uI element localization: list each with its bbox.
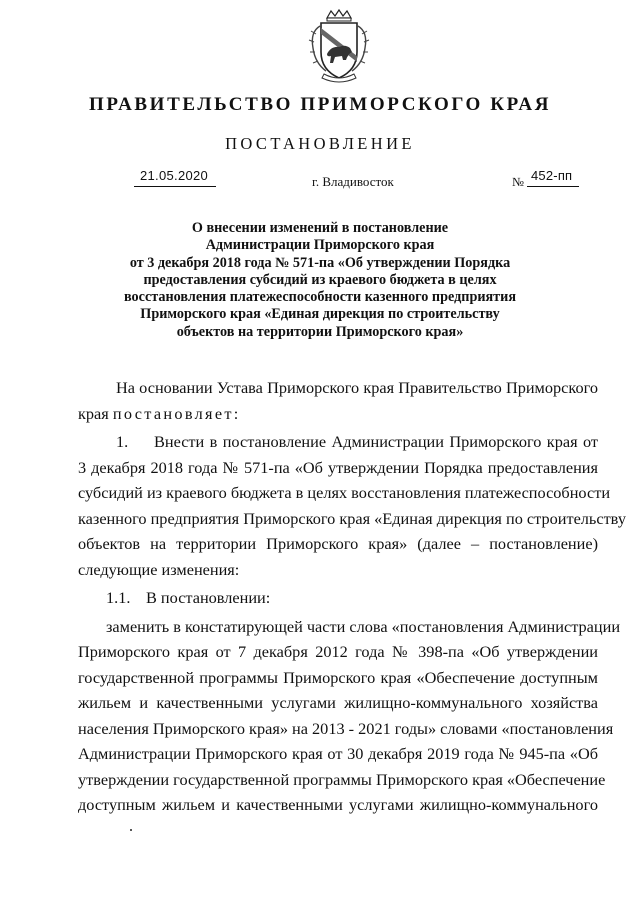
subject-line: предоставления субсидий из краевого бюджета в целях: [143, 271, 497, 288]
document-body: [78, 375, 626, 818]
subject-line: О внесении изменений в постановление: [191, 220, 449, 236]
paragraph-1-line: 3 декабря 2018 года № 571-па «Об утверждении Порядка предоставления: [78, 457, 598, 477]
paragraph-2-line: Приморского края от 7 декабря 2012 года № 398-па «Об утверждении: [78, 642, 598, 661]
paragraph-2-line: утверждении государственной программы Приморского края «Обеспечение: [78, 769, 606, 789]
paragraph-1-line: объектов на территории Приморского края» (далее – постановление): [78, 534, 598, 553]
document-type: ПОСТАНОВЛЕНИЕ: [225, 134, 415, 153]
government-title: ПРАВИТЕЛЬСТВО ПРИМОРСКОГО КРАЯ: [88, 94, 552, 115]
document-date: 21.05.2020: [140, 168, 209, 183]
number-underline: [527, 186, 579, 187]
intro-line: [78, 401, 598, 427]
paragraph-1-line: следующие изменения:: [78, 559, 240, 579]
paragraph-1-line: казенного предприятия Приморского края «Единая дирекция по строительству: [78, 508, 626, 528]
paragraph-2-line: заменить в констатирующей части слова «постановления Администрации: [106, 616, 621, 636]
subject-line: Приморского края «Единая дирекция по строительству: [140, 306, 500, 323]
coat-of-arms-emblem: [300, 8, 378, 86]
intro-line: На основании Устава Приморского края Правительство Приморского: [116, 378, 598, 397]
date-underline: [134, 186, 216, 187]
subject-line: от 3 декабря 2018 года № 571-па «Об утверждении Порядка: [129, 254, 511, 271]
page-mark: [130, 829, 132, 831]
number-prefix: №: [512, 175, 524, 189]
paragraph-1-line: 1. Внести в постановление Администрации Приморского края от: [78, 429, 598, 455]
paragraph-1-number: 1.: [116, 432, 129, 451]
paragraph-1-1-number: 1.1.: [106, 588, 131, 607]
paragraph-2-line: населения Приморского края» на 2013 - 2021 годы» словами «постановления: [78, 718, 614, 738]
document-number: 452-пп: [531, 168, 573, 183]
paragraph-1-line: субсидий из краевого бюджета в целях восстановления платежеспособности: [78, 483, 611, 502]
subject-line: Администрации Приморского края: [205, 237, 435, 254]
city: г. Владивосток: [312, 174, 394, 189]
paragraph-2-line: доступным жильем и качественными услугами жилищно-коммунального: [78, 795, 598, 814]
paragraph-2-line: Администрации Приморского края от 30 декабря 2019 года № 945-па «Об: [78, 744, 598, 763]
paragraph-2-line: жильем и качественными услугами жилищно-коммунального хозяйства: [78, 693, 598, 712]
resolves-word: постановляет:: [112, 403, 241, 423]
subject-line: восстановления платежеспособности казенного предприятия: [123, 289, 517, 306]
subject-line: объектов на территории Приморского края»: [176, 323, 464, 340]
paragraph-1-1-line: 1.1. В постановлении:: [78, 585, 598, 611]
paragraph-2-line: государственной программы Приморского края «Обеспечение доступным: [78, 667, 598, 687]
intro-word: края: [78, 403, 109, 423]
document-subject: [0, 220, 640, 341]
